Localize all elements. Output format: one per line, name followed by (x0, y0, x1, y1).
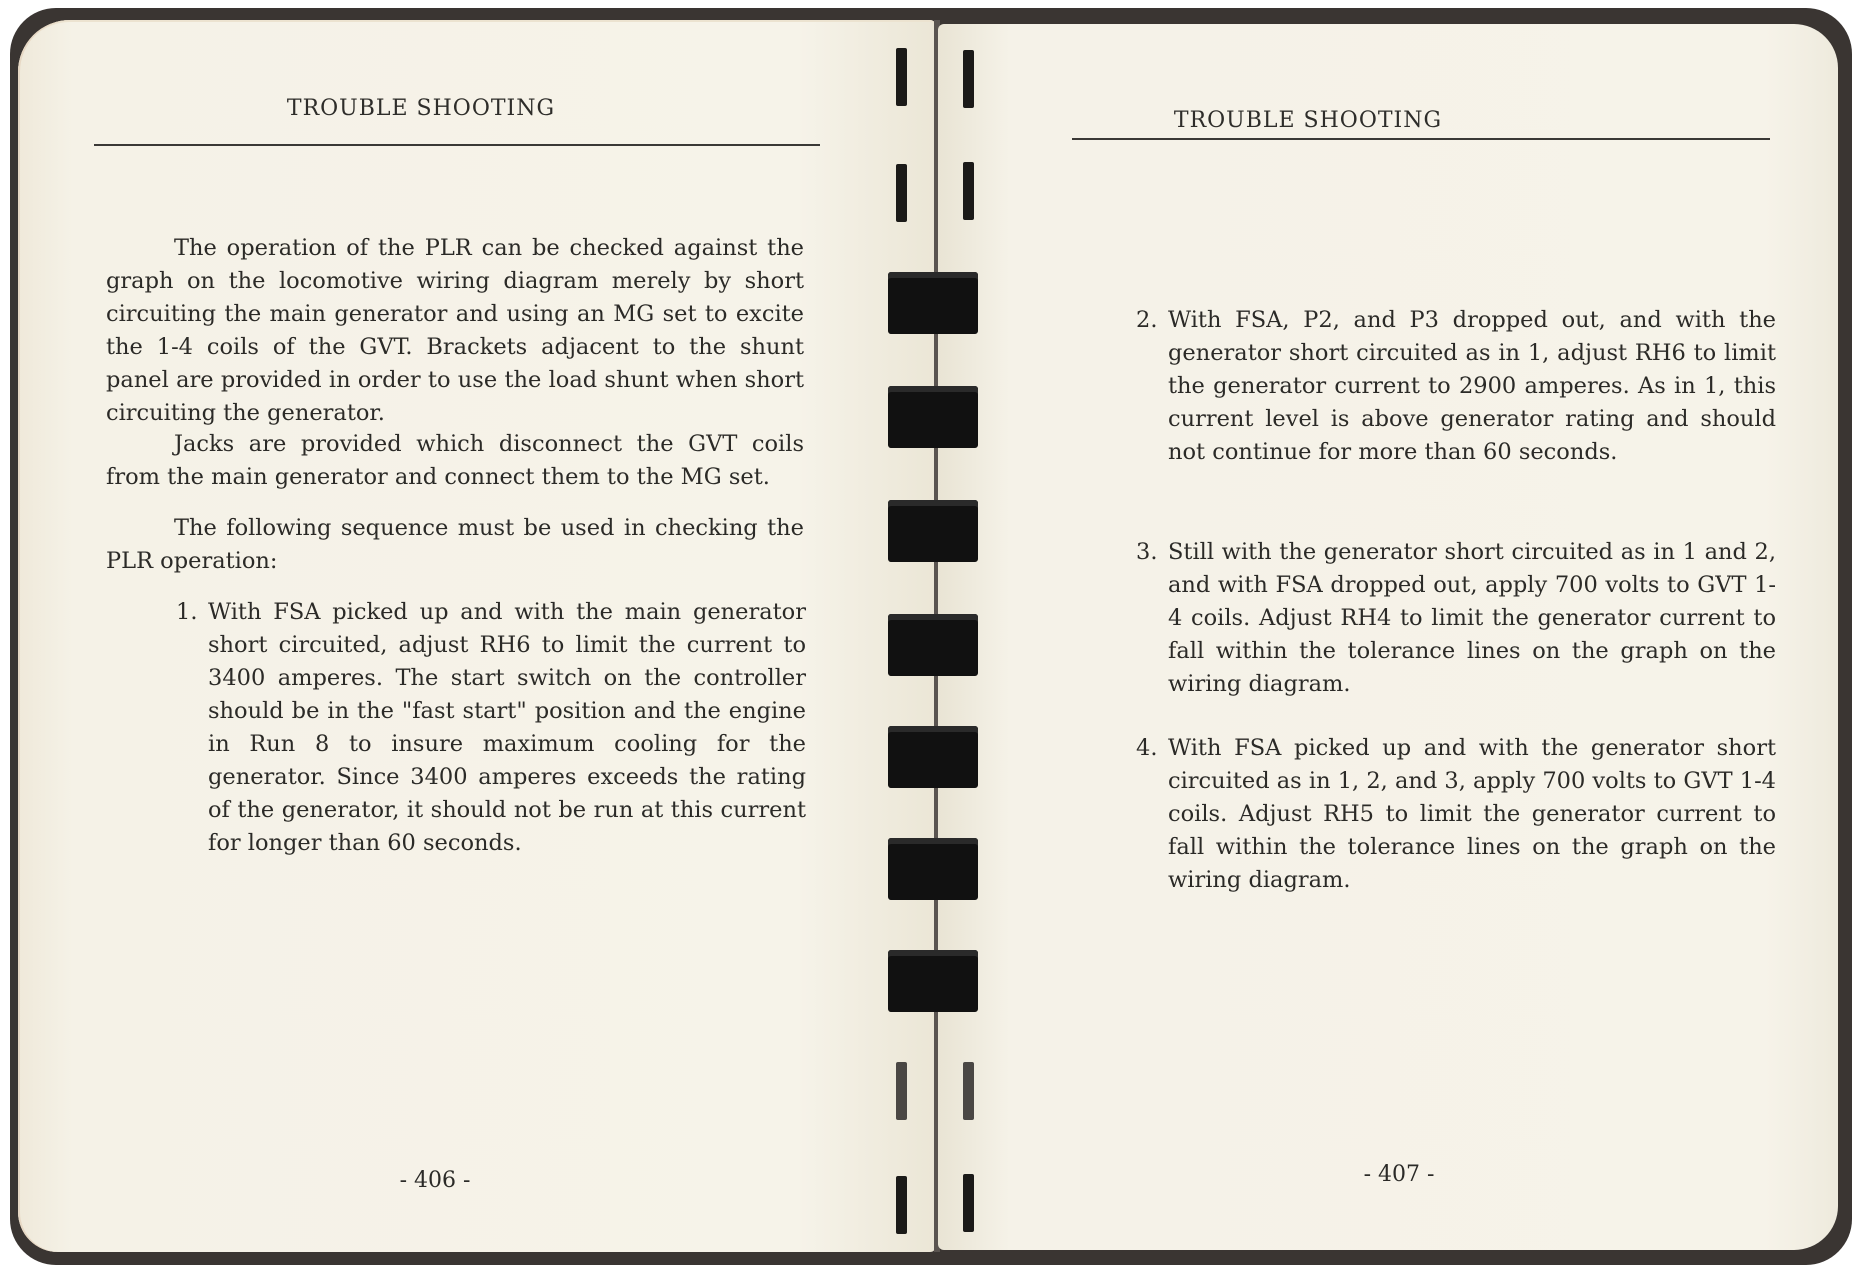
binding-coil (888, 272, 978, 334)
left-paragraph-2: Jacks are provided which disconnect the GVT coils from the main generator and connect them to the MG set. (106, 431, 804, 490)
left-page (18, 20, 936, 1252)
right-page-number: - 407 - (1363, 1162, 1435, 1187)
list-item-number: 1. (176, 599, 198, 625)
binding-coil (888, 500, 978, 562)
right-page (938, 24, 1838, 1250)
list-item-text: Still with the generator short circuited as in 1 and 2, and with FSA dropped out, apply 700 volts to GVT 1-4 coils. Adjust RH4 to limit the generator current to fall within the tolerance lines on the graph on the wiring diagram. (1168, 539, 1776, 697)
binding-coil (888, 614, 978, 676)
list-item-number: 2. (1136, 307, 1158, 333)
binding-coil (888, 386, 978, 448)
list-item-number: 3. (1136, 539, 1158, 565)
left-page-number: - 406 - (399, 1168, 471, 1193)
binding-slot-left (896, 48, 907, 106)
list-item-4 (1136, 732, 1776, 897)
list-item-1 (176, 596, 806, 860)
binding-slot-left (896, 164, 907, 222)
list-item-2 (1136, 304, 1776, 469)
binding-slot-left (896, 1062, 907, 1120)
list-item-number: 4. (1136, 735, 1158, 761)
binding-slot-left (896, 1176, 907, 1234)
binding-slot-right (963, 162, 974, 220)
left-head-rule (94, 144, 820, 146)
right-head-rule (1072, 138, 1770, 140)
binding-slot-right (963, 1062, 974, 1120)
right-running-head: TROUBLE SHOOTING (1173, 108, 1443, 133)
binding-slot-right (963, 1174, 974, 1232)
binding-coil (888, 838, 978, 900)
binding-coil (888, 726, 978, 788)
left-paragraph-1: The operation of the PLR can be checked against the graph on the locomotive wiring diagram merely by short circuiting the main generator and using an MG set to excite the 1-4 coils of the GVT. Brackets adjacent to the shunt panel are provided in order to use the load shunt when short circuiting the generator. (106, 235, 804, 426)
binding-coil (888, 950, 978, 1012)
list-item-text: With FSA picked up and with the main generator short circuited, adjust RH6 to limit the current to 3400 amperes. The start switch on the controller should be in the "fast start" position and the engine in Run 8 to insure maximum cooling for the generator. Since 3400 amperes exceeds the rating of the generator, it should not be run at this current for longer than 60 seconds. (208, 599, 806, 856)
binding-slot-right (963, 50, 974, 108)
list-item-text: With FSA, P2, and P3 dropped out, and with the generator short circuited as in 1, adjust RH6 to limit the generator current to 2900 amperes. As in 1, this current level is above generator rating and should not continue for more than 60 seconds. (1168, 307, 1776, 465)
list-item-text: With FSA picked up and with the generator short circuited as in 1, 2, and 3, apply 700 volts to GVT 1-4 coils. Adjust RH5 to limit the generator current to fall within the tolerance lines on the graph on the wiring diagram. (1168, 735, 1776, 893)
list-item-3 (1136, 536, 1776, 701)
left-running-head: TROUBLE SHOOTING (286, 96, 556, 121)
left-paragraph-3: The following sequence must be used in checking the PLR operation: (106, 515, 804, 574)
